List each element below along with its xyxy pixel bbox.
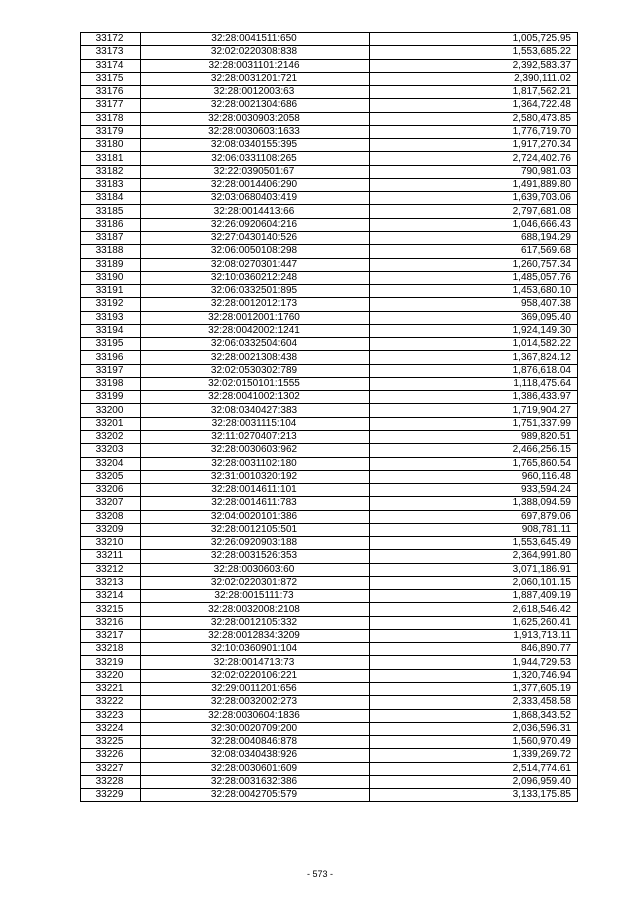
cadastral-number-cell: 32:28:0042705:579: [141, 789, 370, 802]
value-cell: 1,320,746.94: [370, 669, 578, 682]
cadastral-number-cell: 32:28:0021308:438: [141, 351, 370, 364]
value-cell: 1,386,433.97: [370, 391, 578, 404]
value-cell: 1,776,719.70: [370, 125, 578, 138]
row-number-cell: 33207: [81, 497, 141, 510]
row-number-cell: 33191: [81, 285, 141, 298]
row-number-cell: 33226: [81, 749, 141, 762]
row-number-cell: 33209: [81, 523, 141, 536]
cadastral-number-cell: 32:28:0041511:650: [141, 33, 370, 46]
row-number-cell: 33217: [81, 629, 141, 642]
row-number-cell: 33194: [81, 324, 141, 337]
value-cell: 1,046,666.43: [370, 218, 578, 231]
value-cell: 1,005,725.95: [370, 33, 578, 46]
cadastral-number-cell: 32:26:0920604:216: [141, 218, 370, 231]
table-row: [81, 404, 578, 417]
table-row: [81, 656, 578, 669]
table-body: [81, 33, 578, 802]
table-row: [81, 112, 578, 125]
row-number-cell: 33172: [81, 33, 141, 46]
row-number-cell: 33173: [81, 46, 141, 59]
table-row: [81, 311, 578, 324]
value-cell: 2,392,583.37: [370, 59, 578, 72]
value-cell: 2,390,111.02: [370, 72, 578, 85]
value-cell: 1,453,680.10: [370, 285, 578, 298]
cadastral-number-cell: 32:06:0332504:604: [141, 338, 370, 351]
value-cell: 1,553,685.22: [370, 46, 578, 59]
value-cell: 2,036,596.31: [370, 722, 578, 735]
table-row: [81, 669, 578, 682]
table-row: [81, 231, 578, 244]
value-cell: 2,580,473.85: [370, 112, 578, 125]
value-cell: 2,724,402.76: [370, 152, 578, 165]
row-number-cell: 33175: [81, 72, 141, 85]
cadastral-number-cell: 32:08:0340155:395: [141, 139, 370, 152]
table-row: [81, 736, 578, 749]
cadastral-number-cell: 32:28:0030603:1633: [141, 125, 370, 138]
cadastral-number-cell: 32:29:0011201:656: [141, 683, 370, 696]
table-row: [81, 245, 578, 258]
row-number-cell: 33213: [81, 576, 141, 589]
cadastral-number-cell: 32:28:0012105:332: [141, 616, 370, 629]
row-number-cell: 33229: [81, 789, 141, 802]
cadastral-number-cell: 32:28:0014713:73: [141, 656, 370, 669]
row-number-cell: 33200: [81, 404, 141, 417]
value-cell: 933,594.24: [370, 484, 578, 497]
row-number-cell: 33227: [81, 762, 141, 775]
table-row: [81, 298, 578, 311]
cadastral-number-cell: 32:28:0031101:2146: [141, 59, 370, 72]
value-cell: 1,924,149.30: [370, 324, 578, 337]
row-number-cell: 33222: [81, 696, 141, 709]
table-row: [81, 709, 578, 722]
row-number-cell: 33195: [81, 338, 141, 351]
cadastral-number-cell: 32:28:0031632:386: [141, 775, 370, 788]
row-number-cell: 33215: [81, 603, 141, 616]
cadastral-number-cell: 32:04:0020101:386: [141, 510, 370, 523]
table-row: [81, 629, 578, 642]
cadastral-number-cell: 32:02:0220301:872: [141, 576, 370, 589]
cadastral-number-cell: 32:26:0920903:188: [141, 537, 370, 550]
cadastral-number-cell: 32:28:0040846:878: [141, 736, 370, 749]
row-number-cell: 33182: [81, 165, 141, 178]
row-number-cell: 33193: [81, 311, 141, 324]
cadastral-number-cell: 32:11:0270407:213: [141, 430, 370, 443]
row-number-cell: 33202: [81, 430, 141, 443]
table-row: [81, 470, 578, 483]
table-row: [81, 324, 578, 337]
value-cell: 1,817,562.21: [370, 86, 578, 99]
row-number-cell: 33204: [81, 457, 141, 470]
table-row: [81, 497, 578, 510]
row-number-cell: 33196: [81, 351, 141, 364]
value-cell: 1,014,582.22: [370, 338, 578, 351]
cadastral-number-cell: 32:28:0041002:1302: [141, 391, 370, 404]
cadastral-number-cell: 32:28:0012012:173: [141, 298, 370, 311]
cadastral-number-cell: 32:10:0360901:104: [141, 643, 370, 656]
cadastral-number-cell: 32:28:0012001:1760: [141, 311, 370, 324]
table-row: [81, 775, 578, 788]
value-cell: 2,618,546.42: [370, 603, 578, 616]
table-row: [81, 722, 578, 735]
cadastral-number-cell: 32:02:0530302:789: [141, 364, 370, 377]
value-cell: 369,095.40: [370, 311, 578, 324]
cadastral-number-cell: 32:28:0015111:73: [141, 590, 370, 603]
row-number-cell: 33188: [81, 245, 141, 258]
cadastral-number-cell: 32:06:0050108:298: [141, 245, 370, 258]
row-number-cell: 33203: [81, 444, 141, 457]
value-cell: 1,485,057.76: [370, 271, 578, 284]
row-number-cell: 33216: [81, 616, 141, 629]
cadastral-number-cell: 32:28:0012834:3209: [141, 629, 370, 642]
cadastral-number-cell: 32:28:0014406:290: [141, 178, 370, 191]
value-cell: 1,913,713.11: [370, 629, 578, 642]
table-row: [81, 550, 578, 563]
row-number-cell: 33205: [81, 470, 141, 483]
cadastral-number-cell: 32:06:0331108:265: [141, 152, 370, 165]
cadastral-number-cell: 32:28:0030603:60: [141, 563, 370, 576]
row-number-cell: 33201: [81, 417, 141, 430]
cadastral-number-cell: 32:28:0012105:501: [141, 523, 370, 536]
value-cell: 2,096,959.40: [370, 775, 578, 788]
value-cell: 1,377,605.19: [370, 683, 578, 696]
value-cell: 1,491,889.80: [370, 178, 578, 191]
row-number-cell: 33220: [81, 669, 141, 682]
value-cell: 688,194.29: [370, 231, 578, 244]
row-number-cell: 33178: [81, 112, 141, 125]
cadastral-number-cell: 32:28:0021304:686: [141, 99, 370, 112]
row-number-cell: 33186: [81, 218, 141, 231]
value-cell: 1,944,729.53: [370, 656, 578, 669]
value-cell: 958,407.38: [370, 298, 578, 311]
cadastral-number-cell: 32:22:0390501:67: [141, 165, 370, 178]
table-row: [81, 576, 578, 589]
table-row: [81, 192, 578, 205]
table-row: [81, 417, 578, 430]
value-cell: 846,890.77: [370, 643, 578, 656]
value-cell: 697,879.06: [370, 510, 578, 523]
cadastral-number-cell: 32:31:0010320:192: [141, 470, 370, 483]
value-cell: 2,466,256.15: [370, 444, 578, 457]
row-number-cell: 33189: [81, 258, 141, 271]
table-row: [81, 364, 578, 377]
table-row: [81, 563, 578, 576]
value-cell: 1,364,722.48: [370, 99, 578, 112]
table-row: [81, 590, 578, 603]
table-row: [81, 696, 578, 709]
value-cell: 1,917,270.34: [370, 139, 578, 152]
value-cell: 989,820.51: [370, 430, 578, 443]
table-row: [81, 165, 578, 178]
value-cell: 1,868,343.52: [370, 709, 578, 722]
page-number: - 573 -: [306, 869, 333, 879]
table-row: [81, 258, 578, 271]
table-row: [81, 537, 578, 550]
table-row: [81, 603, 578, 616]
row-number-cell: 33184: [81, 192, 141, 205]
cadastral-number-cell: 32:28:0031201:721: [141, 72, 370, 85]
row-number-cell: 33185: [81, 205, 141, 218]
table-row: [81, 484, 578, 497]
row-number-cell: 33219: [81, 656, 141, 669]
value-cell: 617,569.68: [370, 245, 578, 258]
row-number-cell: 33224: [81, 722, 141, 735]
cadastral-number-cell: 32:28:0030903:2058: [141, 112, 370, 125]
cadastral-number-cell: 32:28:0014611:783: [141, 497, 370, 510]
row-number-cell: 33228: [81, 775, 141, 788]
cadastral-number-cell: 32:28:0031102:180: [141, 457, 370, 470]
row-number-cell: 33187: [81, 231, 141, 244]
table-row: [81, 510, 578, 523]
table-row: [81, 430, 578, 443]
value-cell: 960,116.48: [370, 470, 578, 483]
table-row: [81, 643, 578, 656]
value-cell: 3,133,175.85: [370, 789, 578, 802]
value-cell: 1,876,618.04: [370, 364, 578, 377]
table-row: [81, 749, 578, 762]
cadastral-number-cell: 32:03:0680403:419: [141, 192, 370, 205]
cadastral-number-cell: 32:08:0270301:447: [141, 258, 370, 271]
table-row: [81, 125, 578, 138]
table-row: [81, 351, 578, 364]
value-cell: 1,367,824.12: [370, 351, 578, 364]
cadastral-number-cell: 32:28:0030601:609: [141, 762, 370, 775]
cadastral-number-cell: 32:08:0340438:926: [141, 749, 370, 762]
row-number-cell: 33206: [81, 484, 141, 497]
value-cell: 1,260,757.34: [370, 258, 578, 271]
table-row: [81, 377, 578, 390]
table-row: [81, 205, 578, 218]
value-cell: 1,719,904.27: [370, 404, 578, 417]
table-row: [81, 271, 578, 284]
row-number-cell: 33225: [81, 736, 141, 749]
cadastral-number-cell: 32:28:0014611:101: [141, 484, 370, 497]
value-cell: 1,388,094.59: [370, 497, 578, 510]
table-row: [81, 33, 578, 46]
cadastral-number-cell: 32:28:0032008:2108: [141, 603, 370, 616]
row-number-cell: 33197: [81, 364, 141, 377]
value-cell: 2,797,681.08: [370, 205, 578, 218]
value-cell: 2,333,458.58: [370, 696, 578, 709]
cadastral-number-cell: 32:28:0030603:962: [141, 444, 370, 457]
value-cell: 3,071,186.91: [370, 563, 578, 576]
row-number-cell: 33211: [81, 550, 141, 563]
cadastral-number-cell: 32:28:0031115:104: [141, 417, 370, 430]
value-cell: 1,560,970.49: [370, 736, 578, 749]
row-number-cell: 33174: [81, 59, 141, 72]
value-cell: 908,781.11: [370, 523, 578, 536]
value-cell: 790,981.03: [370, 165, 578, 178]
row-number-cell: 33198: [81, 377, 141, 390]
row-number-cell: 33183: [81, 178, 141, 191]
cadastral-number-cell: 32:28:0042002:1241: [141, 324, 370, 337]
table-row: [81, 72, 578, 85]
cadastral-number-cell: 32:02:0150101:1555: [141, 377, 370, 390]
cadastral-number-cell: 32:02:0220106:221: [141, 669, 370, 682]
table-row: [81, 218, 578, 231]
cadastral-number-cell: 32:06:0332501:895: [141, 285, 370, 298]
cadastral-number-cell: 32:27:0430140:526: [141, 231, 370, 244]
row-number-cell: 33179: [81, 125, 141, 138]
row-number-cell: 33214: [81, 590, 141, 603]
row-number-cell: 33180: [81, 139, 141, 152]
cadastral-number-cell: 32:08:0340427:383: [141, 404, 370, 417]
table-row: [81, 762, 578, 775]
row-number-cell: 33218: [81, 643, 141, 656]
row-number-cell: 33210: [81, 537, 141, 550]
table-row: [81, 152, 578, 165]
cadastral-number-cell: 32:28:0031526:353: [141, 550, 370, 563]
value-cell: 2,060,101.15: [370, 576, 578, 589]
value-cell: 1,625,260.41: [370, 616, 578, 629]
row-number-cell: 33192: [81, 298, 141, 311]
table-row: [81, 444, 578, 457]
table-row: [81, 457, 578, 470]
table-row: [81, 86, 578, 99]
row-number-cell: 33181: [81, 152, 141, 165]
table-row: [81, 178, 578, 191]
table-row: [81, 789, 578, 802]
table-row: [81, 338, 578, 351]
row-number-cell: 33223: [81, 709, 141, 722]
table-row: [81, 139, 578, 152]
row-number-cell: 33208: [81, 510, 141, 523]
value-cell: 1,118,475.64: [370, 377, 578, 390]
cadastral-number-cell: 32:10:0360212:248: [141, 271, 370, 284]
cadastral-number-cell: 32:28:0032002:273: [141, 696, 370, 709]
value-cell: 1,751,337.99: [370, 417, 578, 430]
row-number-cell: 33199: [81, 391, 141, 404]
value-cell: 1,339,269.72: [370, 749, 578, 762]
cadastral-number-cell: 32:30:0020709:200: [141, 722, 370, 735]
table-row: [81, 46, 578, 59]
value-cell: 1,765,860.54: [370, 457, 578, 470]
value-cell: 2,364,991.80: [370, 550, 578, 563]
row-number-cell: 33177: [81, 99, 141, 112]
table-row: [81, 616, 578, 629]
row-number-cell: 33176: [81, 86, 141, 99]
cadastral-number-cell: 32:28:0012003:63: [141, 86, 370, 99]
value-cell: 1,639,703.06: [370, 192, 578, 205]
table-row: [81, 523, 578, 536]
table-row: [81, 391, 578, 404]
value-cell: 1,553,645.49: [370, 537, 578, 550]
table-row: [81, 99, 578, 112]
row-number-cell: 33221: [81, 683, 141, 696]
table-row: [81, 59, 578, 72]
table-row: [81, 285, 578, 298]
value-cell: 1,887,409.19: [370, 590, 578, 603]
cadastral-number-cell: 32:02:0220308:838: [141, 46, 370, 59]
row-number-cell: 33190: [81, 271, 141, 284]
cadastral-number-cell: 32:28:0030604:1836: [141, 709, 370, 722]
cadastral-number-cell: 32:28:0014413:66: [141, 205, 370, 218]
table-row: [81, 683, 578, 696]
row-number-cell: 33212: [81, 563, 141, 576]
value-cell: 2,514,774.61: [370, 762, 578, 775]
cadastral-value-table: [80, 32, 578, 802]
